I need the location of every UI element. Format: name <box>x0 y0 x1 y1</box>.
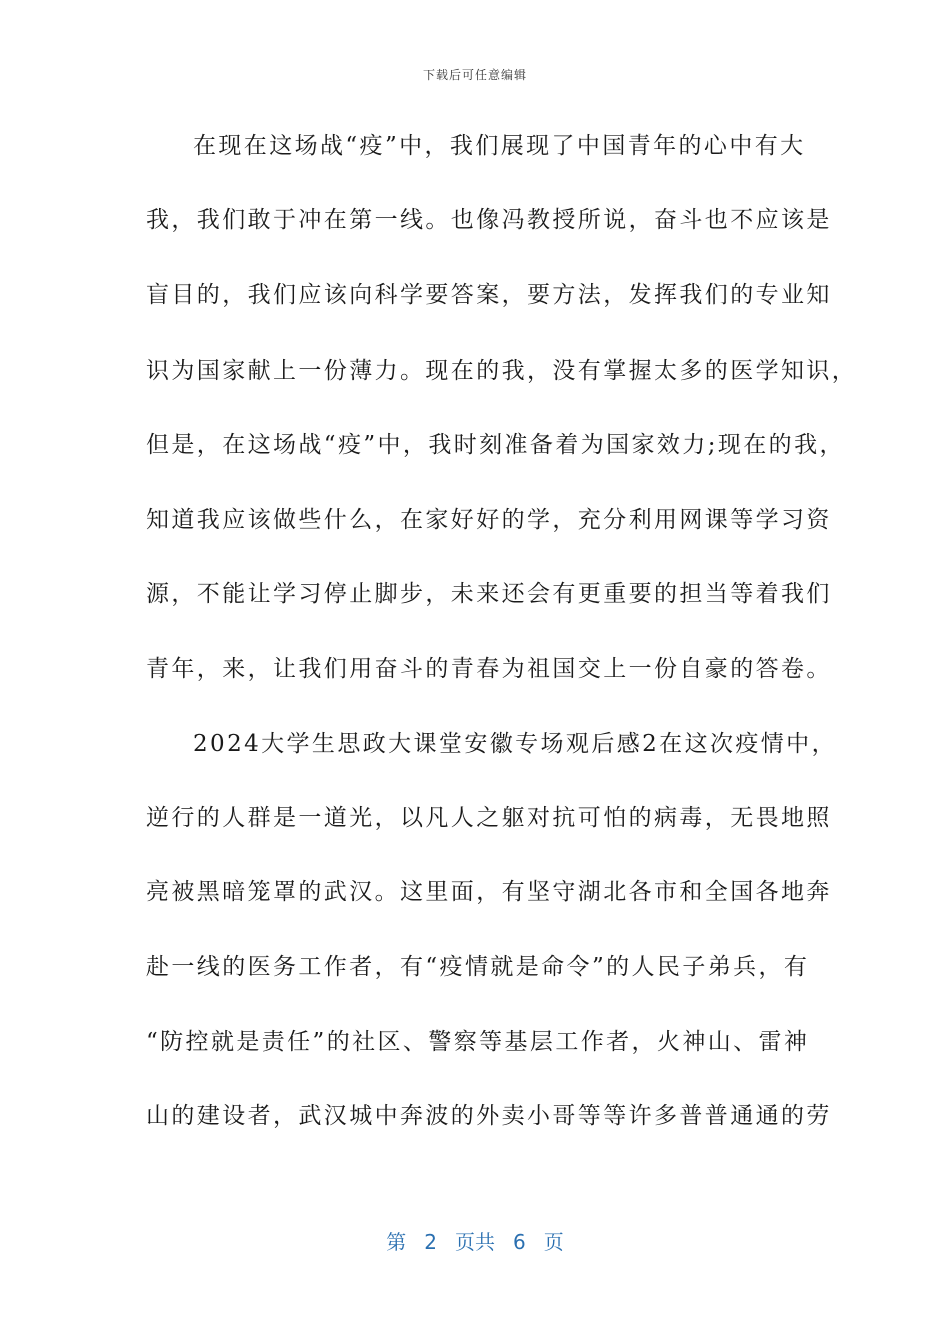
paragraph-2-line-3: 亮被黑暗笼罩的武汉。这里面，有坚守湖北各市和全国各地奔 <box>146 879 832 905</box>
paragraph-1-line-6: 知道我应该做些什么，在家好好的学，充分利用网课等学习资 <box>146 507 832 533</box>
total-pages-number: 6 <box>513 1230 526 1254</box>
paragraph-1-line-1: 在现在这场战“疫”中，我们展现了中国青年的心中有大 <box>193 133 806 159</box>
paragraph-2-line-2: 逆行的人群是一道光，以凡人之躯对抗可怕的病毒，无畏地照 <box>146 805 832 831</box>
paragraph-1-line-7: 源，不能让学习停止脚步，未来还会有更重要的担当等着我们 <box>146 581 832 607</box>
paragraph-1-line-3: 盲目的，我们应该向科学要答案，要方法，发挥我们的专业知 <box>146 282 832 308</box>
page-header: 下载后可任意编辑 <box>422 68 527 82</box>
paragraph-2-line-6: 山的建设者，武汉城中奔波的外卖小哥等等许多普普通通的劳 <box>146 1103 832 1129</box>
footer-prefix: 第 <box>386 1230 407 1254</box>
paragraph-2-line-5: “防控就是责任”的社区、警察等基层工作者，火神山、雷神 <box>146 1029 810 1055</box>
footer-suffix: 页 <box>543 1230 564 1254</box>
paragraph-1-line-2: 我，我们敢于冲在第一线。也像冯教授所说，奋斗也不应该是 <box>146 207 832 233</box>
paragraph-1-line-8: 青年，来，让我们用奋斗的青春为祖国交上一份自豪的答卷。 <box>146 656 832 682</box>
current-page-number: 2 <box>424 1230 437 1254</box>
paragraph-2-line-1: 2024大学生思政大课堂安徽专场观后感2在这次疫情中， <box>193 731 837 757</box>
paragraph-1-line-4: 识为国家献上一份薄力。现在的我，没有掌握太多的医学知识， <box>146 358 858 384</box>
paragraph-2-line-4: 赴一线的医务工作者，有“疫情就是命令”的人民子弟兵，有 <box>146 954 810 980</box>
page-footer <box>0 1226 950 1255</box>
footer-middle: 页共 <box>455 1230 495 1254</box>
paragraph-1-line-5: 但是，在这场战“疫”中，我时刻准备着为国家效力;现在的我， <box>146 432 845 458</box>
